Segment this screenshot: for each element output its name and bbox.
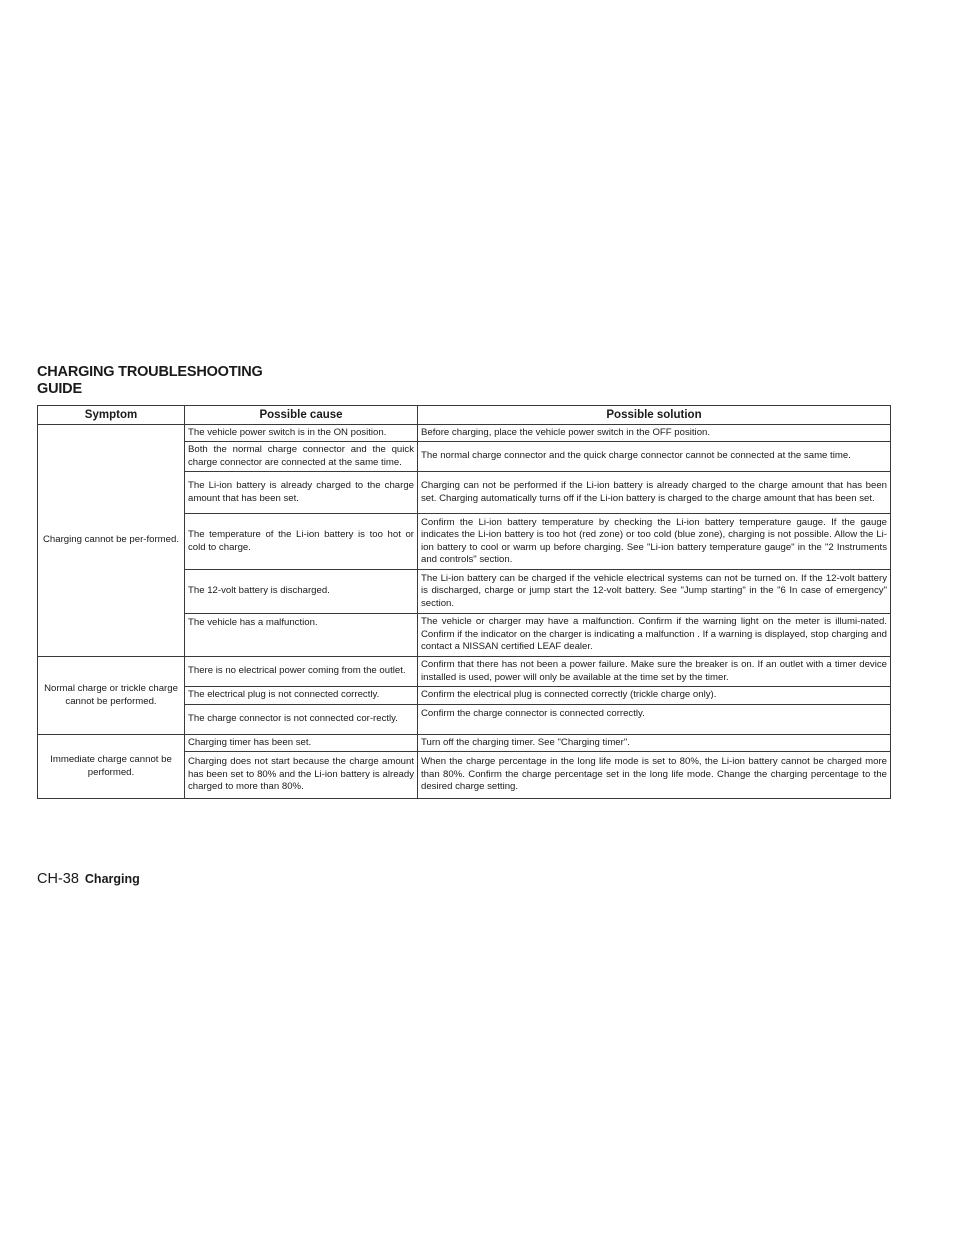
solution-cell: Charging can not be performed if the Li-ion battery is already charged to the charge amount that has been set. Charging automatically turns off if the Li-ion battery is charged to the charge amount that has been set. bbox=[418, 472, 891, 514]
section-title bbox=[37, 364, 437, 398]
solution-cell: The Li-ion battery can be charged if the vehicle electrical systems can not be turned on. If the 12-volt battery is discharged, charge or jump start the 12-volt battery. See "Jump starting" in the "6 In case of emergency" section. bbox=[418, 570, 891, 614]
section-title-line-1: CHARGING TROUBLESHOOTING bbox=[37, 364, 263, 380]
symptom-cell: Immediate charge cannot be performed. bbox=[38, 735, 185, 799]
table-header-row bbox=[38, 406, 891, 425]
solution-cell: Turn off the charging timer. See "Charging timer". bbox=[418, 735, 891, 752]
cause-cell: The temperature of the Li-ion battery is too hot or cold to charge. bbox=[185, 514, 418, 570]
cause-cell: The vehicle has a malfunction. bbox=[185, 614, 418, 657]
solution-cell: Confirm the electrical plug is connected correctly (trickle charge only). bbox=[418, 687, 891, 705]
footer-section-name: Charging bbox=[84, 872, 140, 886]
header-possible-cause: Possible cause bbox=[185, 406, 418, 425]
symptom-cell: Normal charge or trickle charge cannot be performed. bbox=[38, 657, 185, 735]
solution-cell: Confirm the Li-ion battery temperature by checking the Li-ion battery temperature gauge. If the gauge indicates the Li-ion battery is too hot (red zone) or too cold (blue zone), charging is not possible. Allow the Li-ion battery to cool or warm up before charging. See "Li-ion battery temperature gauge" in the "2 Instruments and controls" section. bbox=[418, 514, 891, 570]
cause-cell: The Li-ion battery is already charged to the charge amount that has been set. bbox=[185, 472, 418, 514]
page-footer bbox=[37, 870, 140, 888]
solution-cell: When the charge percentage in the long life mode is set to 80%, the Li-ion battery cannot be charged more than 80%. Confirm the charge percentage set in the long life mode. Change the charging percentage to the desired charge setting. bbox=[418, 752, 891, 799]
solution-cell: Before charging, place the vehicle power switch in the OFF position. bbox=[418, 425, 891, 442]
cause-cell: The vehicle power switch is in the ON position. bbox=[185, 425, 418, 442]
cause-cell: The electrical plug is not connected correctly. bbox=[185, 687, 418, 705]
page-number: CH-38 bbox=[37, 871, 79, 887]
section-title-line-2: GUIDE bbox=[37, 381, 82, 397]
cause-cell: Charging timer has been set. bbox=[185, 735, 418, 752]
troubleshooting-table bbox=[37, 405, 891, 799]
cause-cell: There is no electrical power coming from the outlet. bbox=[185, 657, 418, 687]
solution-cell: Confirm the charge connector is connected correctly. bbox=[418, 705, 891, 735]
solution-cell: The normal charge connector and the quick charge connector cannot be connected at the same time. bbox=[418, 442, 891, 472]
solution-cell: The vehicle or charger may have a malfunction. Confirm if the warning light on the meter is illumi-nated. Confirm if the indicator on the charger is indicating a malfunction . If a warning is displayed, stop charging and contact a NISSAN certified LEAF dealer. bbox=[418, 614, 891, 657]
cause-cell: The charge connector is not connected cor-rectly. bbox=[185, 705, 418, 735]
solution-cell: Confirm that there has not been a power failure. Make sure the breaker is on. If an outlet with a timer device installed is used, power will only be available at the time set by the timer. bbox=[418, 657, 891, 687]
cause-cell: Charging does not start because the charge amount has been set to 80% and the Li-ion battery is already charged to more than 80%. bbox=[185, 752, 418, 799]
header-possible-solution: Possible solution bbox=[418, 406, 891, 425]
table-row bbox=[38, 657, 891, 687]
table-row bbox=[38, 735, 891, 752]
symptom-cell: Charging cannot be per-formed. bbox=[38, 425, 185, 657]
table-row bbox=[38, 425, 891, 442]
cause-cell: Both the normal charge connector and the quick charge connector are connected at the same time. bbox=[185, 442, 418, 472]
header-symptom: Symptom bbox=[38, 406, 185, 425]
cause-cell: The 12-volt battery is discharged. bbox=[185, 570, 418, 614]
